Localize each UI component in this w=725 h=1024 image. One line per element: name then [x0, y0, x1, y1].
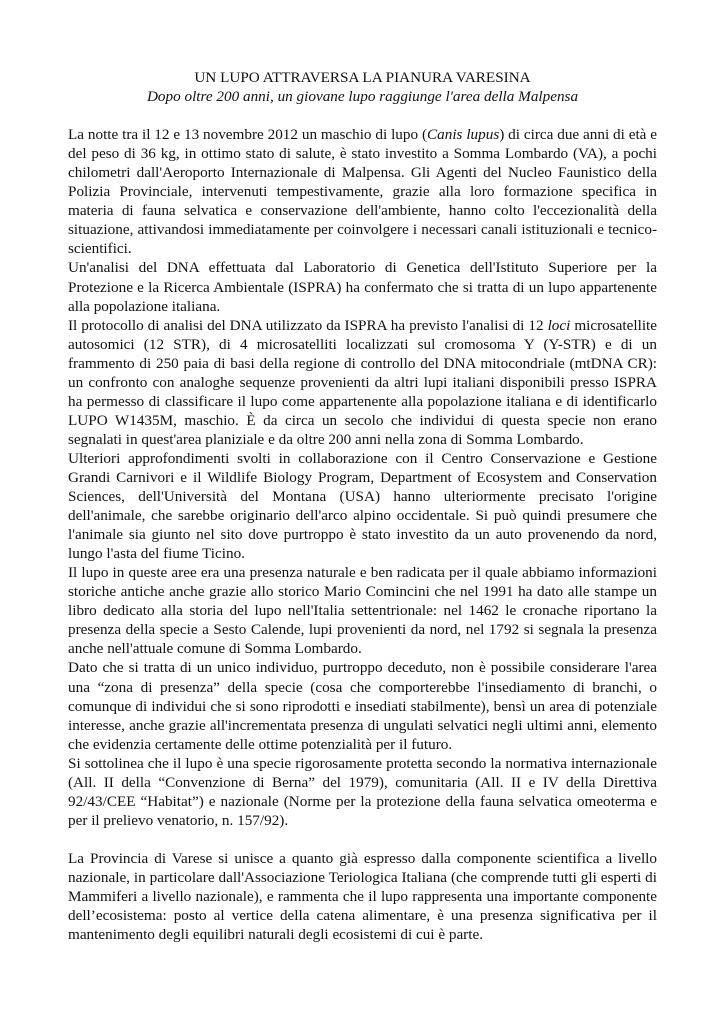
document-title: UN LUPO ATTRAVERSA LA PIANURA VARESINA	[194, 69, 531, 86]
paragraph-1-text-a: La notte tra il 12 e 13 novembre 2012 un maschio di lupo (	[68, 126, 428, 144]
paragraph-1	[68, 125, 657, 258]
spacer	[68, 830, 657, 849]
paragraph-4: Ulteriori approfondimenti svolti in collaborazione con il Centro Conservazione e Gestione Grandi Carnivori e il Wildlife Biology Program, Department of Ecosystem and Conservation Sciences, dell'Università del Montana (USA) hanno ulteriormente precisato l'origine dell'animale, che sarebbe originario dell'arco alpino occidentale. Si può quindi presumere che l'animale sia giunto nel sito dove purtroppo è stato investito da un auto provenendo da nord, lungo l'asta del fiume Ticino.	[68, 449, 657, 563]
spacer	[68, 106, 657, 125]
paragraph-1-text-c: ) di circa due anni di età e del peso di 36 kg, in ottimo stato di salute, è stato investito a Somma Lombardo (VA), a pochi chilometri dall'Aeroporto Internazionale di Malpensa. Gli Agenti del Nucleo Faunistico della Polizia Provinciale, intervenuti tempestivamente, grazie alla loro formazione specifica in materia di fauna selvatica e conservazione dell'ambiente, hanno colto l'eccezionalità della situazione, attivandosi immediatamente per coinvolgere i necessari canali istituzionali e tecnico-scientifici.	[68, 126, 658, 258]
paragraph-8: La Provincia di Varese si unisce a quanto già espresso dalla componente scientifica a livello nazionale, in particolare dall'Associazione Teriologica Italiana (che comprende tutti gli esperti di Mammiferi a livello nazionale), e rammenta che il lupo rappresenta una importante componente dell’ecosistema: posto al vertice della catena alimentare, è una presenza significativa per il mantenimento degli equilibri naturali degli ecosistemi di cui è parte.	[68, 849, 657, 944]
paragraph-3-text-a: Il protocollo di analisi del DNA utilizzato da ISPRA ha previsto l'analisi di 12	[68, 316, 548, 334]
paragraph-5: Il lupo in queste aree era una presenza naturale e ben radicata per il quale abbiamo informazioni storiche antiche anche grazie allo storico Mario Comincini che nel 1991 ha dato alle stampe un libro dedicato alla storia del lupo nell'Italia settentrionale: nel 1462 le cronache riportano la presenza della specie a Sesto Calende, lupi provenienti da nord, nel 1792 si segnala la presenza anche nell'attuale comune di Somma Lombardo.	[68, 564, 657, 658]
paragraph-3-text-c: microsatellite autosomici (12 STR), di 4 microsatelliti localizzati sul cromosoma Y (Y-STR) e di un frammento di 250 paia di basi della regione di controllo del DNA mitocondriale (mtDNA CR): un confronto con analoghe sequenze provenienti da altri lupi italiani disponibili presso ISPRA ha permesso di classificare il lupo come appartenente alla popolazione italiana e di identificarlo LUPO W1435M, maschio. È da circa un secolo che individui di questa specie non erano segnalati in quest'area planiziale e da oltre 200 anni nella zona di Somma Lombardo.	[68, 316, 658, 448]
paragraph-3	[68, 316, 657, 449]
document-subtitle: Dopo oltre 200 anni, un giovane lupo raggiunge l'area della Malpensa	[146, 88, 579, 106]
paragraph-2: Un'analisi del DNA effettuata dal Laboratorio di Genetica dell'Istituto Superiore per la Protezione e la Ricerca Ambientale (ISPRA) ha confermato che si tratta di un lupo appartenente alla popolazione italiana.	[68, 259, 657, 315]
paragraph-1-species-name: Canis lupus	[427, 126, 500, 144]
paragraph-6: Dato che si tratta di un unico individuo, purtroppo deceduto, non è possibile considerare l'area una “zona di presenza” della specie (cosa che comporterebbe l'insediamento di branchi, o comunque di individui che si sono riprodotti e insediati stabilmente), bensì un area di potenziale interesse, anche grazie all'incrementata presenza di ungulati selvatici negli ultimi anni, elemento che evidenzia certamente delle ottime potenzialità per il futuro.	[68, 659, 657, 753]
paragraph-3-loci: loci	[547, 316, 571, 334]
paragraph-7: Si sottolinea che il lupo è una specie rigorosamente protetta secondo la normativa internazionale (All. II della “Convenzione di Berna” del 1979), comunitaria (All. II e IV della Direttiva 92/43/CEE “Habitat”) e nazionale (Norme per la protezione della fauna selvatica omeoterma e per il prelievo venatorio, n. 157/92).	[68, 754, 657, 829]
